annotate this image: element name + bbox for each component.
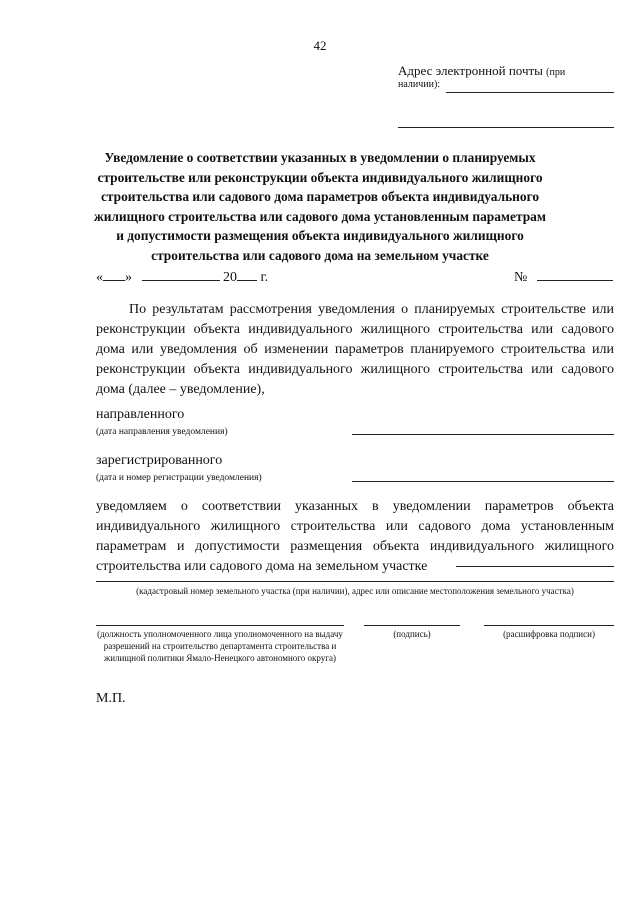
email-note-2: наличии): (398, 79, 441, 90)
number-sign: № (514, 270, 528, 285)
cadastral-caption: (кадастровый номер земельного участка (при наличии), адрес или описание местоположения земельного участка) (136, 586, 574, 596)
date-open-quote: « (96, 270, 103, 285)
position-line (96, 625, 344, 626)
decoding-line (484, 625, 614, 626)
sent-sub: (дата направления уведомления) (96, 427, 228, 437)
stamp-label: М.П. (96, 691, 126, 706)
signature-line (364, 625, 460, 626)
land-plot-line-1 (456, 566, 614, 567)
decoding-caption: (расшифровка подписи) (503, 629, 595, 639)
email-note-1: (при (546, 67, 566, 78)
sent-label: направленного (96, 407, 185, 422)
position-caption: (должность уполномоченного лица уполномоченного на выдачу разрешений на строительство департамента строительства и жилищной политики Ямало-Ненецкого автономного округа) (97, 629, 343, 663)
registered-label: зарегистрированного (96, 453, 223, 468)
email-field-line-2 (398, 127, 614, 128)
email-label (398, 63, 565, 79)
paragraph-review-result: По результатам рассмотрения уведомления о планируемых строительстве или реконструкции объекта индивидуального жилищного строительства или садового дома или уведомления об изменении параметров планируемого строительства или реконструкции объекта индивидуального жилищного строительства или садового дома (далее – уведомление), (96, 302, 614, 397)
sent-field-line (352, 434, 614, 435)
email-field-line (446, 92, 614, 93)
page-number: 42 (313, 38, 327, 53)
paragraph-notification: уведомляем о соответствии указанных в уведомлении параметров объекта индивидуального жилищного строительства или садового дома установленным параметрам и допустимости размещения объекта индивидуального жилищного строительства или садового дома на земельном участке (96, 499, 614, 574)
land-plot-line-2 (96, 581, 614, 582)
registered-field-line (352, 481, 614, 482)
date-year-prefix: 20 (223, 270, 237, 285)
date-field (96, 270, 268, 286)
date-close-quote: » (125, 270, 132, 285)
date-year-suffix: г. (260, 270, 269, 285)
signature-caption: (подпись) (393, 629, 431, 639)
document-title: Уведомление о соответствии указанных в уведомлении о планируемых строительстве или реконструкции объекта индивидуального жилищного строительства или садового дома параметров объекта индивидуального жилищного строительства или садового дома установленным параметрам и допустимости размещения объекта индивидуального жилищного строительства или садового дома на земельном участке (94, 150, 546, 263)
number-field (514, 270, 613, 286)
email-label-text: Адрес электронной почты (398, 63, 543, 78)
registered-sub: (дата и номер регистрации уведомления) (96, 473, 262, 483)
